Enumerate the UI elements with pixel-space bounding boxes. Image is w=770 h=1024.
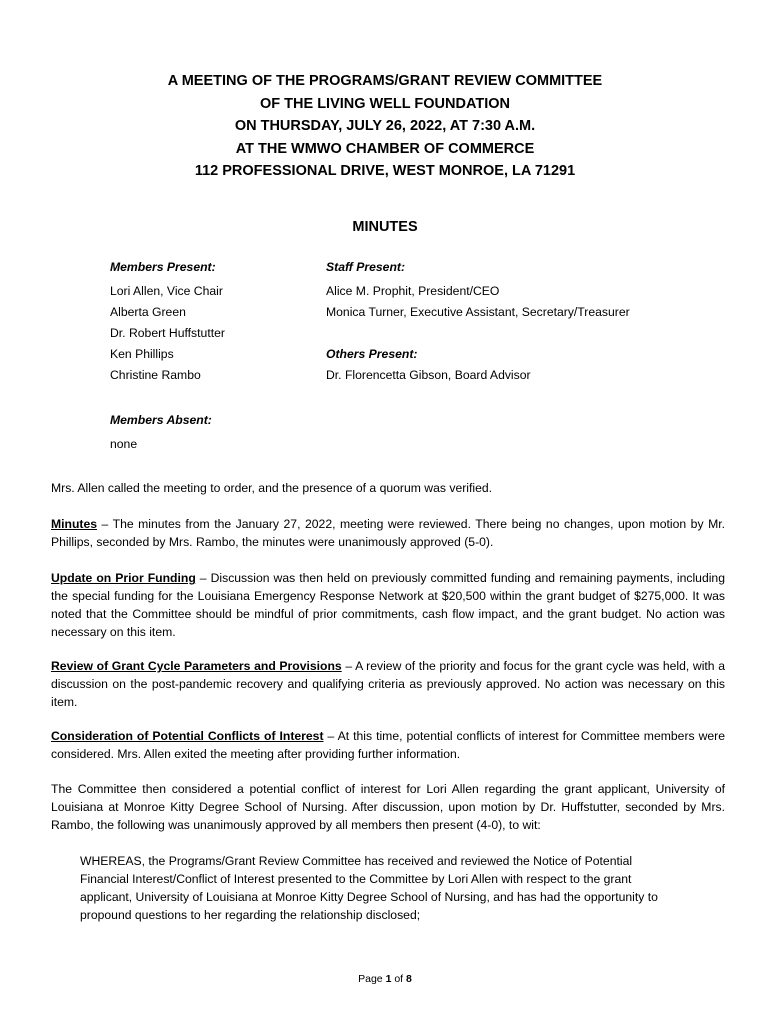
header-line-4: AT THE WMWO CHAMBER OF COMMERCE (235, 140, 535, 157)
members-present-heading: Members Present: (110, 260, 216, 274)
call-to-order-paragraph: Mrs. Allen called the meeting to order, and the presence of a quorum was verified. (51, 481, 493, 495)
page-total: 8 (406, 973, 412, 985)
member-name: Alberta Green (110, 305, 186, 319)
conflicts-title: Consideration of Potential Conflicts of Interest (51, 729, 324, 743)
meeting-header (0, 70, 770, 183)
conflicts-paragraph (51, 727, 725, 763)
staff-present-heading: Staff Present: (326, 260, 406, 274)
absent-name: none (110, 437, 138, 451)
minutes-section-title: Minutes (51, 517, 98, 531)
member-name: Christine Rambo (110, 368, 201, 382)
prior-funding-text: – Discussion was then held on previously committed funding and remaining payments, including the special funding for the Louisiana Emergency Response Network at $20,500 within the grant budget of $275,000. It was noted that the Committee should be mindful of prior commitments, cash flow impact, and the grant budget. No action was necessary on this item. (51, 571, 725, 639)
minutes-title: MINUTES (352, 219, 418, 235)
committee-considered-paragraph: The Committee then considered a potential conflict of interest for Lori Allen regarding the grant applicant, University of Louisiana at Monroe Kitty Degree School of Nursing. After discussion, upon motion by Dr. Huffstutter, seconded by Mrs. Rambo, the following was unanimously approved by all members then present (4-0), to wit: (51, 782, 725, 832)
header-line-1: A MEETING OF THE PROGRAMS/GRANT REVIEW COMMITTEE (167, 73, 603, 89)
other-name: Dr. Florencetta Gibson, Board Advisor (326, 368, 531, 382)
others-present-heading: Others Present: (326, 347, 418, 361)
member-name: Lori Allen, Vice Chair (110, 284, 223, 298)
member-name: Dr. Robert Huffstutter (110, 326, 225, 340)
header-line-5: 112 PROFESSIONAL DRIVE, WEST MONROE, LA 71291 (194, 163, 576, 179)
prior-funding-title: Update on Prior Funding (51, 571, 196, 585)
page-number: 1 (385, 973, 392, 985)
member-name: Ken Phillips (110, 347, 174, 361)
minutes-section-text: – The minutes from the January 27, 2022, meeting were reviewed. There being no changes, upon motion by Mr. Phillips, seconded by Mrs. Rambo, the minutes were unanimously approved (5-0). (51, 517, 725, 549)
header-line-3: ON THURSDAY, JULY 26, 2022, AT 7:30 A.M. (234, 118, 536, 134)
header-line-2: OF THE LIVING WELL FOUNDATION (260, 95, 510, 112)
grant-cycle-title: Review of Grant Cycle Parameters and Provisions (51, 659, 342, 673)
page-label: Page (358, 973, 383, 985)
of-label: of (394, 973, 404, 985)
staff-name: Monica Turner, Executive Assistant, Secretary/Treasurer (326, 305, 630, 319)
whereas-clause: WHEREAS, the Programs/Grant Review Committee has received and reviewed the Notice of Potential Financial Interest/Conflict of Interest presented to the Committee by Lori Allen with respect to the grant applicant, University of Louisiana at Monroe Kitty Degree School of Nursing, and has had the opportunity to propound questions to her regarding the relationship disclosed; (80, 854, 658, 922)
conflicts-text: – At this time, potential conflicts of interest for Committee members were considered. Mrs. Allen exited the meeting after providing further information. (51, 729, 726, 761)
prior-funding-paragraph (51, 569, 725, 641)
grant-cycle-text: – A review of the priority and focus for the grant cycle was held, with a discussion on the post-pandemic recovery and qualifying criteria as previously approved. No action was necessary on this item. (51, 659, 725, 709)
staff-name: Alice M. Prophit, President/CEO (326, 284, 500, 298)
page-footer (0, 973, 770, 985)
minutes-paragraph (51, 515, 725, 551)
grant-cycle-paragraph (51, 657, 725, 711)
members-absent-heading: Members Absent: (110, 413, 212, 427)
